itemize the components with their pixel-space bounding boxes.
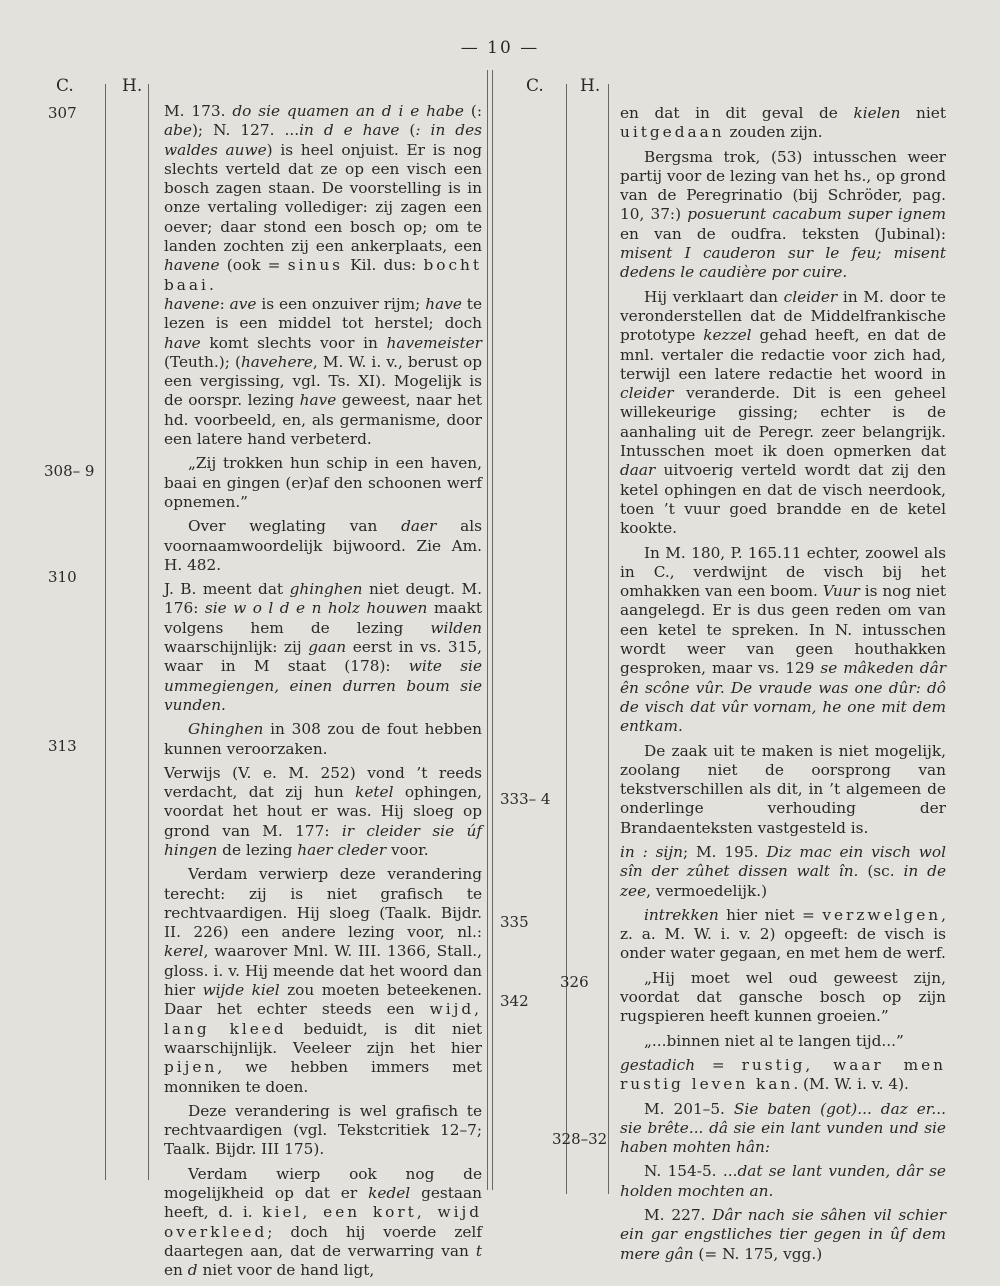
left-line-number: 307 — [48, 104, 77, 122]
right-h-header: H. — [580, 76, 601, 96]
paragraph: „Hij moet wel oud geweest zijn, voordat dat gansche bosch op zijn rugspieren heeft kunnen groeien.” — [620, 968, 946, 1026]
left-rule-2 — [148, 84, 149, 1180]
right-text-column — [620, 104, 946, 1269]
paragraph: „Zij trokken hun schip in een haven, baai en gingen (er)af den schoonen werf opnemen.” — [164, 454, 482, 511]
right-line-number: 328–32 — [552, 1130, 608, 1148]
paragraph: intrekken hier niet = verzwelgen, z. a. M. W. i. v. 2) opgeeft: de visch is onder water gegaan, en met hem de werf. — [620, 905, 946, 963]
right-rule-1 — [566, 84, 567, 1194]
paragraph: De zaak uit te maken is niet mogelijk, zoolang niet de oorsprong van tekstverschillen als dit, in ’t algemeen de onderlinge verhouding der Brandaenteksten vastgesteld is. — [620, 741, 946, 837]
paragraph: in : sijn; M. 195. Diz mac ein visch wol sîn der zûhet dissen walt în. (sc. in de zee, vermoedelijk.) — [620, 842, 947, 900]
paragraph: Verdam wierp ook nog de mogelijkheid op dat er kedel gestaan heeft, d. i. kiel, een kort, wijd overkleed; doch hij voerde zelf daartegen aan, dat de verwarring van t en d niet voor de hand ligt, — [164, 1164, 482, 1280]
paragraph: gestadich = rustig, waar men rustig leven kan. (M. W. i. v. 4). — [620, 1055, 946, 1094]
paragraph: M. 201–5. Sie baten (got)... daz er... sie brête... dâ sie ein lant vunden und sie haben mohten hân: — [620, 1099, 946, 1157]
left-line-number: 313 — [48, 737, 77, 755]
paragraph: In M. 180, P. 165.11 echter, zoowel als in C., verdwijnt de visch bij het omhakken van een boom. Vuur is nog niet aangelegd. Er is dus geen reden om van een ketel te spreken. In N. intusschen wordt weer van geen houthakken gesproken, maar vs. 129 se mâkeden dâr ên scône vûr. De vraude was one dûr: dô de visch dat vûr vornam, he one mit dem entkam. — [620, 543, 947, 736]
paragraph: M. 173. do sie quamen an d i e habe (: abe); N. 127. ...in d e have (: in des waldes auwe) is heel onjuist. Er is nog slechts verteld dat ze op een visch een bosch zagen staan. De voorstelling is in onze vertaling vollediger: zij zagen een oever; daar stond een bosch op; om te landen zochten zij een ankerplaats, een havene (ook = sinus Kil. dus: bocht baai. havene: ave is een onzuiver rijm; have te lezen is een middel tot herstel; doch have komt slechts voor in havemeister (Teuth.); (havehere, M. W. i. v., berust op een vergissing, vgl. Ts. XI). Mogelijk is de oorspr. lezing have geweest, naar het hd. voorbeeld, en, als germanisme, door een latere hand verbeterd. — [164, 102, 483, 449]
left-line-number: 308– 9 — [44, 462, 95, 480]
right-line-number: 342 — [500, 992, 529, 1010]
left-h-header: H. — [122, 76, 143, 96]
right-c-header: C. — [526, 76, 544, 96]
center-rule-right — [492, 70, 493, 1190]
paragraph: Hij verklaart dan cleider in M. door te veronderstellen dat de Middelfrankische prototype kezzel gehad heeft, en dat de mnl. vertaler die redactie voor zich had, terwijl een latere redactie het woord in cleider veranderde. Dit is een geheel willekeurige gissing; echter is de aanhaling uit de Peregr. zeer belangrijk. Intusschen moet ik doen opmerken dat daar uitvoerig verteld wordt dat zij den ketel ophingen en dat de visch neerdook, toen ’t vuur goed brandde en de ketel kookte. — [620, 287, 947, 538]
left-line-number: 310 — [48, 568, 77, 586]
left-rule-1 — [105, 84, 106, 1180]
right-line-number: 335 — [500, 913, 529, 931]
right-line-number: 333– 4 — [500, 790, 551, 808]
paragraph: N. 154-5. ...dat se lant vunden, dâr se holden mochten an. — [620, 1162, 946, 1200]
paragraph: Bergsma trok, (53) intusschen weer partij voor de lezing van het hs., op grond van de Peregrinatio (bij Schröder, pag. 10, 37:) posuerunt cacabum super ignem en van de oudfra. teksten (Jubinal): misent I cauderon sur le feu; misent dedens le caudière por cuire. — [620, 147, 947, 282]
page-number: — 10 — — [460, 38, 540, 58]
paragraph: M. 227. Dâr nach sie sâhen vil schier ein gar engstliches tier gegen in ûf dem mere gân (= N. 175, vgg.) — [620, 1206, 947, 1263]
paragraph: en dat in dit geval de kielen niet uitgedaan zouden zijn. — [620, 104, 946, 142]
paragraph: „...binnen niet al te langen tijd...” — [644, 1031, 904, 1050]
right-line-number: 326 — [560, 973, 589, 991]
paragraph: Deze verandering is wel grafisch te rechtvaardigen (vgl. Tekstcritiek 12–7; Taalk. Bijdr. III 175). — [164, 1101, 482, 1159]
paragraph: Verdam verwierp deze verandering terecht: zij is niet grafisch te rechtvaardigen. Hij sloeg (Taalk. Bijdr. II. 226) een andere lezing voor, nl.: kerel, waarover Mnl. W. III. 1366, Stall., gloss. i. v. Hij meende dat het woord dan hier wijde kiel zou moeten beteekenen. Daar het echter steeds een wijd, lang kleed beduidt, is dit niet waarschijnlijk. Veeleer zijn het hier pijen, we hebben immers met monniken te doen. — [164, 865, 483, 1096]
paragraph: J. B. meent dat ghinghen niet deugt. M. 176: sie w o l d e n holz houwen maakt volgens hem de lezing wilden waarschijnlijk: zij gaan eerst in vs. 315, waar in M staat (178): wite sie ummegiengen, einen durren boum sie vunden. — [164, 580, 483, 714]
paragraph: Ghinghen in 308 zou de fout hebben kunnen veroorzaken. — [164, 720, 482, 758]
right-rule-2 — [608, 84, 609, 1194]
center-rule-left — [487, 70, 488, 1190]
paragraph: Over weglating van daer als voornaamwoordelijk bijwoord. Zie Am. H. 482. — [164, 517, 482, 574]
left-text-column — [164, 102, 482, 1286]
paragraph: Verwijs (V. e. M. 252) vond ’t reeds verdacht, dat zij hun ketel ophingen, voordat het hout er was. Hij sloeg op grond van M. 177: ir cleider sie úf hingen de lezing haer cleder voor. — [164, 763, 482, 859]
left-c-header: C. — [56, 76, 74, 96]
